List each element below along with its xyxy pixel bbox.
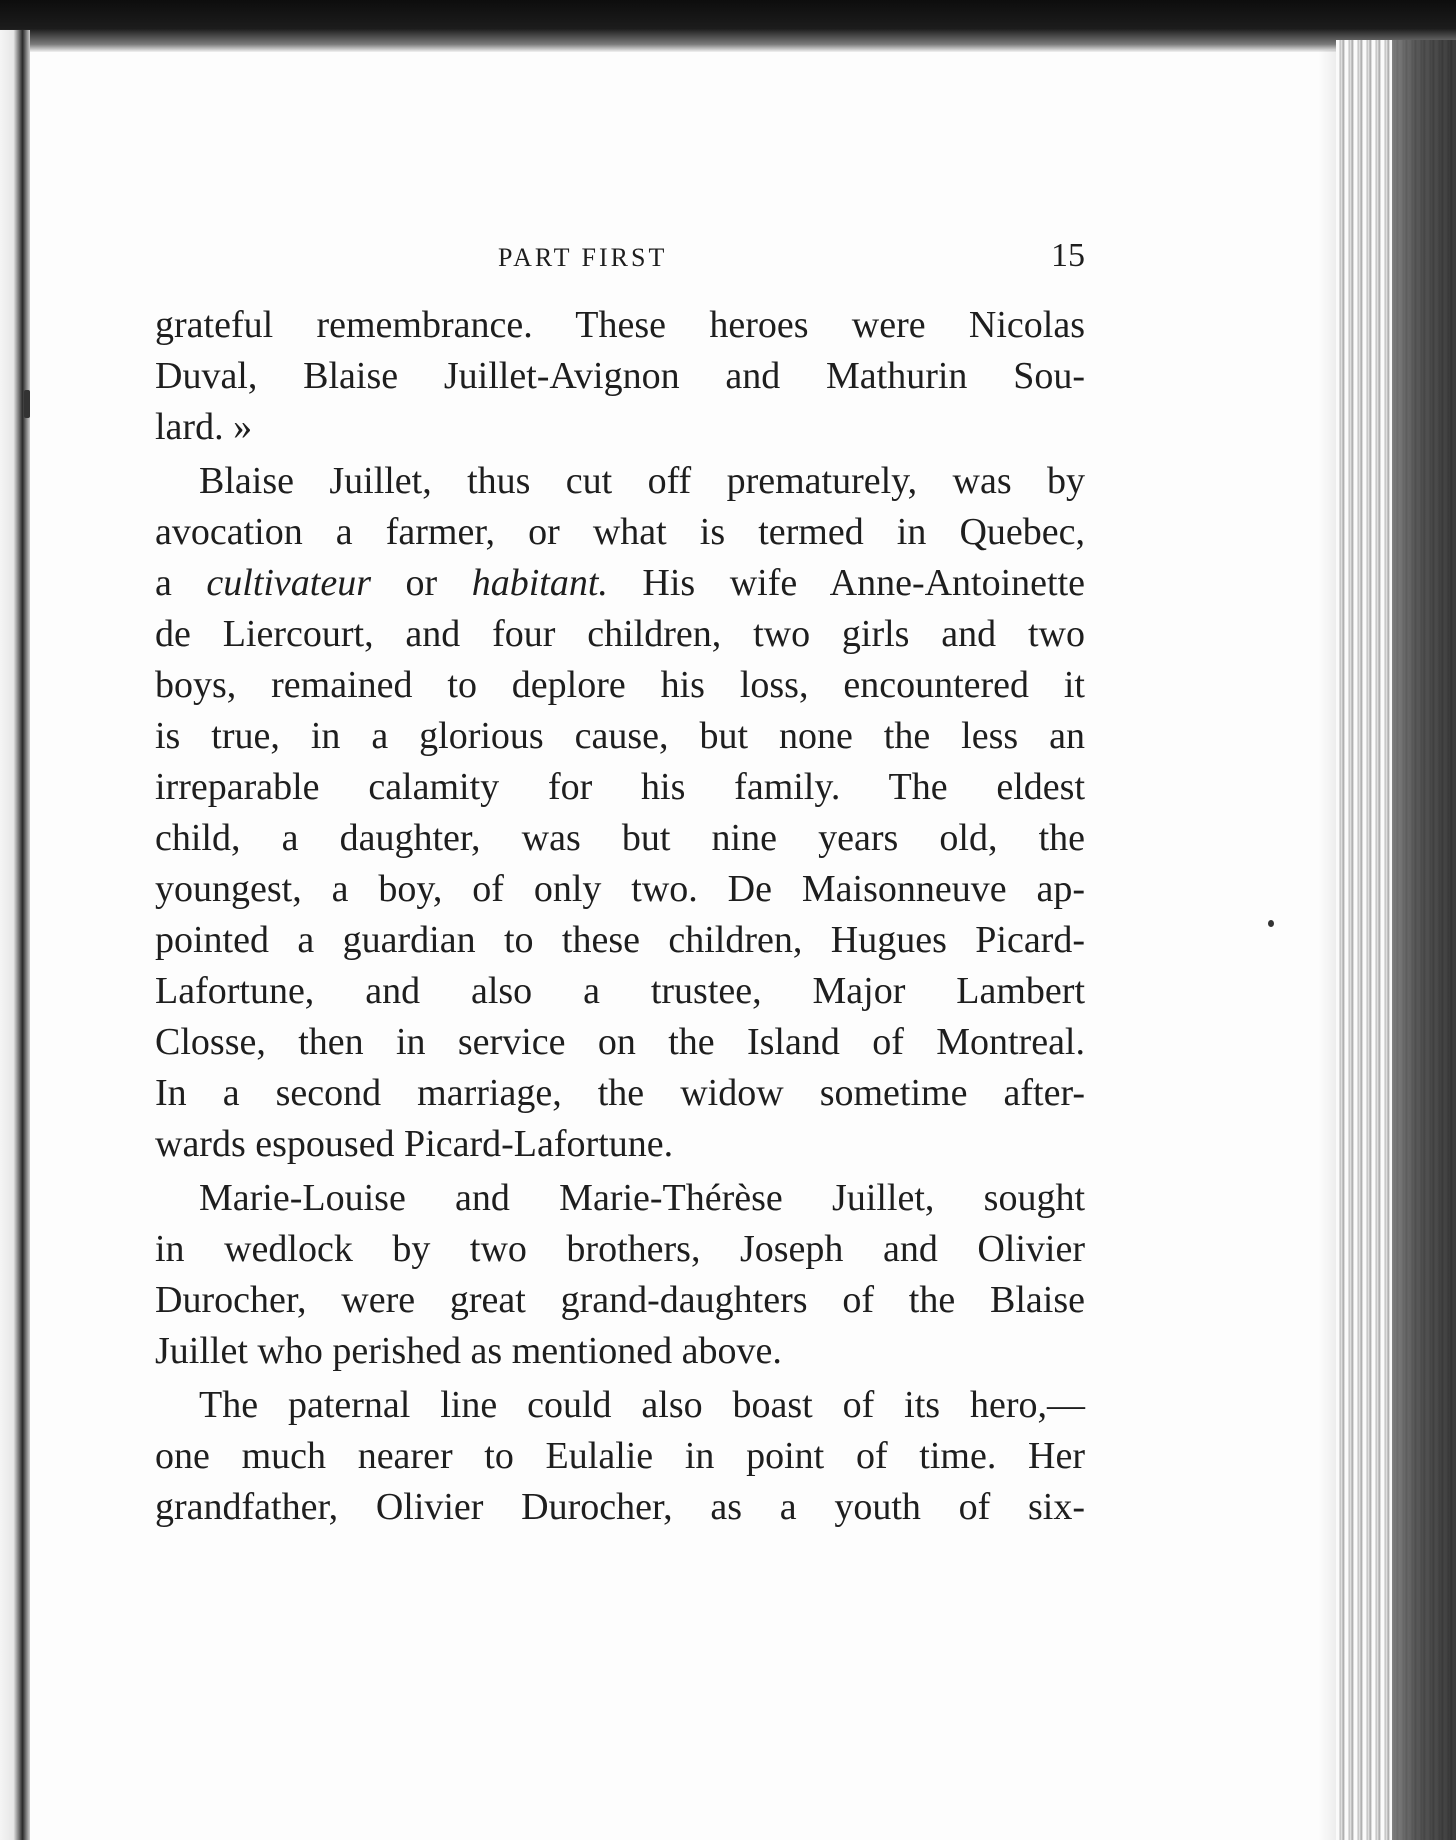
book-top-edge <box>0 0 1456 52</box>
text-line: pointed a guardian to these children, Hugues Picard- <box>155 919 1085 961</box>
text-line: Lafortune, and also a trustee, Major Lambert <box>155 970 1085 1012</box>
text-line: grandfather, Olivier Durocher, as a youth of six- <box>155 1486 1085 1528</box>
text-line: irreparable calamity for his family. The eldest <box>155 766 1085 808</box>
text-line: Blaise Juillet, thus cut off prematurely, was by <box>199 460 1085 502</box>
text-line: de Liercourt, and four children, two girls and two <box>155 613 1085 655</box>
paragraph <box>155 1173 1085 1377</box>
text-line: Closse, then in service on the Island of Montreal. <box>155 1021 1085 1063</box>
text-line: is true, in a glorious cause, but none the less an <box>155 715 1085 757</box>
text-line: child, a daughter, was but nine years old, the <box>155 817 1085 859</box>
text-line: The paternal line could also boast of its hero,— <box>199 1384 1085 1426</box>
text-line: Juillet who perished as mentioned above. <box>155 1330 782 1372</box>
text-line: youngest, a boy, of only two. De Maisonneuve ap- <box>155 868 1085 910</box>
text-line: Durocher, were great grand-daughters of the Blaise <box>155 1279 1085 1321</box>
left-gutter <box>0 30 30 1840</box>
paragraph <box>155 456 1085 1170</box>
text-line: avocation a farmer, or what is termed in Quebec, <box>155 511 1085 553</box>
text-line: lard. » <box>155 406 253 448</box>
text-run: a <box>155 562 207 604</box>
ink-speck <box>1268 920 1274 927</box>
text-line <box>155 558 1085 609</box>
running-title: PART FIRST <box>498 243 668 272</box>
text-line: one much nearer to Eulalie in point of time. Her <box>155 1435 1085 1477</box>
text-line: In a second marriage, the widow sometime after- <box>155 1072 1085 1114</box>
paragraph <box>155 300 1085 453</box>
text-line: wards espoused Picard-Lafortune. <box>155 1123 674 1165</box>
text-line: Duval, Blaise Juillet-Avignon and Mathurin Sou- <box>155 355 1085 397</box>
gutter-mark <box>24 390 30 418</box>
book-cover-edge <box>1392 40 1456 1840</box>
italic-term: habitant. <box>471 562 608 604</box>
body-text <box>155 300 1085 1533</box>
text-run: His wife Anne-Antoinette <box>607 562 1086 604</box>
text-line: boys, remained to deplore his loss, encountered it <box>155 664 1085 706</box>
text-line: in wedlock by two brothers, Joseph and Olivier <box>155 1228 1085 1270</box>
text-line: Marie-Louise and Marie-Thérèse Juillet, sought <box>199 1177 1085 1219</box>
italic-term: cultivateur <box>206 562 372 604</box>
paragraph <box>155 1380 1085 1533</box>
page-number: 15 <box>1051 237 1085 274</box>
text-line: grateful remembrance. These heroes were Nicolas <box>155 304 1085 346</box>
running-head <box>150 237 1085 287</box>
text-run: or <box>371 562 472 604</box>
